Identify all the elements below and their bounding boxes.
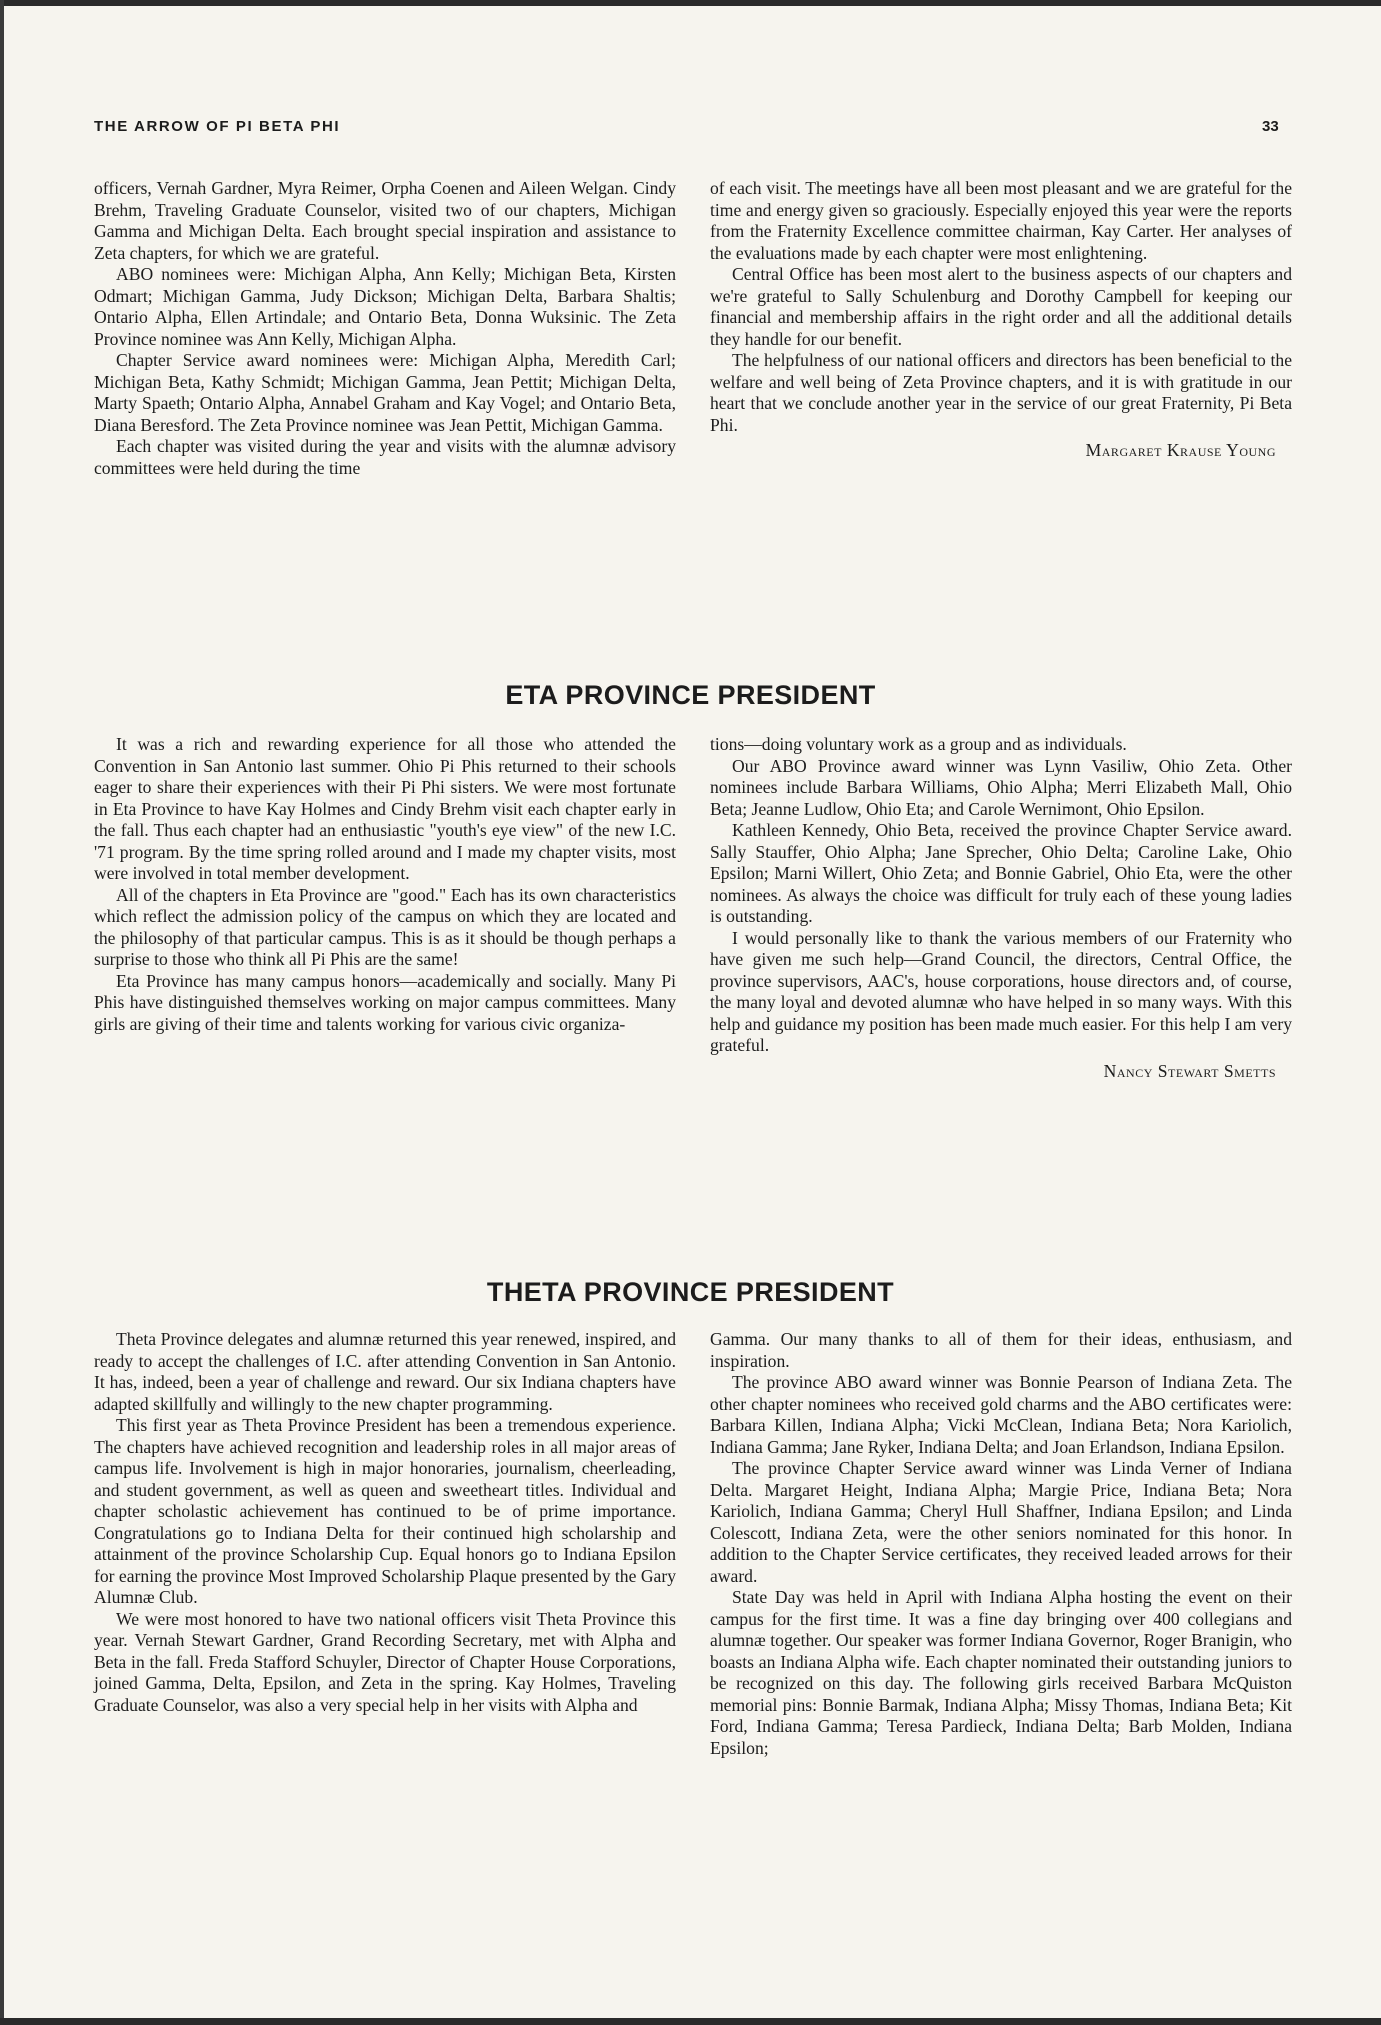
eta-left-paragraph: All of the chapters in Eta Province are "good." Each has its own characteristics which reflect the admission policy of the campus on which they are located and the philosophy of that particular campus. This is as it should be though perhaps a surprise to those who think all Pi Phis are the same! [94, 884, 676, 969]
zeta-left-column [94, 178, 676, 479]
theta-left-column [94, 1329, 676, 1716]
running-head: THE ARROW OF PI BETA PHI [94, 118, 341, 135]
scan-edge-top [0, 0, 1381, 6]
eta-right-paragraph: tions—doing voluntary work as a group and as individuals. [710, 734, 1127, 754]
scan-edge-left [0, 0, 4, 2025]
zeta-left-paragraph: Each chapter was visited during the year and visits with the alumnæ advisory committees were held during the time [94, 436, 676, 478]
scan-edge-bottom [0, 2018, 1381, 2025]
page-number: 33 [1262, 118, 1279, 135]
eta-right-paragraph: Kathleen Kennedy, Ohio Beta, received the province Chapter Service award. Sally Stauffer, Ohio Alpha; Jane Sprecher, Ohio Delta; Caroline Lake, Ohio Epsilon; Marni Willert, Ohio Zeta; and Bonnie Gabriel, Ohio Eta, were the other nominees. As always the choice was difficult for truly each of these young ladies is outstanding. [710, 820, 1292, 926]
eta-right-column [710, 734, 1292, 1082]
eta-left-column [94, 734, 676, 1035]
zeta-right-paragraph: The helpfulness of our national officers and directors has been beneficial to the welfare and well being of Zeta Province chapters, and it is with gratitude in our heart that we conclude another year in the service of our great Fraternity, Pi Beta Phi. [710, 350, 1292, 435]
zeta-left-paragraph: officers, Vernah Gardner, Myra Reimer, Orpha Coenen and Aileen Welgan. Cindy Brehm, Traveling Graduate Counselor, visited two of our chapters, Michigan Gamma and Michigan Delta. Each brought special inspiration and assistance to Zeta chapters, for which we are grateful. [94, 178, 676, 263]
eta-heading: ETA PROVINCE PRESIDENT [505, 680, 876, 710]
theta-right-paragraph: State Day was held in April with Indiana Alpha hosting the event on their campus for the first time. It was a fine day bringing over 400 collegians and alumnæ together. Our speaker was former Indiana Governor, Roger Branigin, who boasts an Indiana Alpha wife. Each chapter nominated their outstanding juniors to be recognized on this day. The following girls received Barbara McQuiston memorial pins: Bonnie Barmak, Indiana Alpha; Missy Thomas, Indiana Beta; Kit Ford, Indiana Gamma; Teresa Pardieck, Indiana Delta; Barb Molden, Indiana Epsilon; [710, 1587, 1292, 1758]
zeta-right-column [710, 178, 1292, 462]
zeta-right-paragraph: of each visit. The meetings have all been most pleasant and we are grateful for the time and energy given so graciously. Especially enjoyed this year were the reports from the Fraternity Excellence committee chairman, Kay Carter. Her analyses of the evaluations made by each chapter were most enlightening. [710, 178, 1292, 263]
eta-right-paragraph: I would personally like to thank the various members of our Fraternity who have given me such help—Grand Council, the directors, Central Office, the province supervisors, AAC's, house corporations, house directors and, of course, the many loyal and devoted alumnæ who have helped in so many ways. With this help and guidance my position has been made much easier. For this help I am very grateful. [710, 927, 1292, 1055]
eta-left-paragraph: Eta Province has many campus honors—academically and socially. Many Pi Phis have distinguished themselves working on major campus committees. Many girls are giving of their time and talents working for various civic organiza- [94, 970, 676, 1034]
theta-right-paragraph: Gamma. Our many thanks to all of them for their ideas, enthusiasm, and inspiration. [710, 1329, 1292, 1371]
eta-signature: Nancy Stewart Smetts [1103, 1060, 1276, 1081]
zeta-left-paragraph: Chapter Service award nominees were: Michigan Alpha, Meredith Carl; Michigan Beta, Kathy Schmidt; Michigan Gamma, Jean Pettit; Michigan Delta, Marty Spaeth; Ontario Alpha, Annabel Graham and Kay Vogel; and Ontario Beta, Diana Beresford. The Zeta Province nominee was Jean Pettit, Michigan Gamma. [94, 350, 676, 435]
zeta-right-paragraph: Central Office has been most alert to the business aspects of our chapters and we're grateful to Sally Schulenburg and Dorothy Campbell for keeping our financial and membership affairs in the right order and all the additional details they handle for our benefit. [710, 264, 1292, 349]
zeta-left-paragraph: ABO nominees were: Michigan Alpha, Ann Kelly; Michigan Beta, Kirsten Odmart; Michigan Gamma, Judy Dickson; Michigan Delta, Barbara Shaltis; Ontario Alpha, Ellen Artindale; and Ontario Beta, Donna Wuksinic. The Zeta Province nominee was Ann Kelly, Michigan Alpha. [94, 264, 676, 349]
theta-left-paragraph: Theta Province delegates and alumnæ returned this year renewed, inspired, and ready to accept the challenges of I.C. after attending Convention in San Antonio. It has, indeed, been a year of challenge and reward. Our six Indiana chapters have adapted skillfully and willingly to the new chapter programming. [94, 1329, 676, 1414]
theta-right-paragraph: The province Chapter Service award winner was Linda Verner of Indiana Delta. Margaret Height, Indiana Alpha; Margie Price, Indiana Beta; Nora Kariolich, Indiana Gamma; Cheryl Hull Shaffner, Indiana Epsilon; and Linda Colescott, Indiana Zeta, were the other seniors nominated for this honor. In addition to the Chapter Service certificates, they received leaded arrows for their award. [710, 1458, 1292, 1586]
theta-right-column [710, 1329, 1292, 1759]
theta-left-paragraph: We were most honored to have two national officers visit Theta Province this year. Vernah Stewart Gardner, Grand Recording Secretary, met with Alpha and Beta in the fall. Freda Stafford Schuyler, Director of Chapter House Corporations, joined Gamma, Delta, Epsilon, and Zeta in the spring. Kay Holmes, Traveling Graduate Counselor, was also a very special help in her visits with Alpha and [94, 1608, 676, 1715]
eta-left-paragraph: It was a rich and rewarding experience for all those who attended the Convention in San Antonio last summer. Ohio Pi Phis returned to their schools eager to share their experiences with their Pi Phi sisters. We were most fortunate in Eta Province to have Kay Holmes and Cindy Brehm visit each chapter early in the fall. Thus each chapter had an enthusiastic "youth's eye view" of the new I.C. '71 program. By the time spring rolled around and I made my chapter visits, most were involved in total member development. [94, 734, 676, 883]
theta-right-paragraph: The province ABO award winner was Bonnie Pearson of Indiana Zeta. The other chapter nominees who received gold charms and the ABO certificates were: Barbara Killen, Indiana Alpha; Vicki McClean, Indiana Beta; Nora Kariolich, Indiana Gamma; Jane Ryker, Indiana Delta; and Joan Erlandson, Indiana Epsilon. [710, 1372, 1292, 1457]
eta-right-paragraph: Our ABO Province award winner was Lynn Vasiliw, Ohio Zeta. Other nominees include Barbara Williams, Ohio Alpha; Merri Elizabeth Mall, Ohio Beta; Jeanne Ludlow, Ohio Eta; and Carole Wernimont, Ohio Epsilon. [710, 755, 1292, 819]
zeta-signature: Margaret Krause Young [1085, 440, 1276, 460]
theta-left-paragraph: This first year as Theta Province President has been a tremendous experience. The chapters have achieved recognition and leadership roles in all major areas of campus life. Involvement is high in major honoraries, journalism, cheerleading, and student government, as well as queen and sweetheart titles. Individual and chapter scholastic achievement has continued to be of prime importance. Congratulations go to Indiana Delta for their continued high scholarship and attainment of the province Scholarship Cup. Equal honors go to Indiana Epsilon for earning the province Most Improved Scholarship Plaque presented by the Gary Alumnæ Club. [94, 1415, 676, 1607]
theta-heading: THETA PROVINCE PRESIDENT [486, 1277, 895, 1307]
